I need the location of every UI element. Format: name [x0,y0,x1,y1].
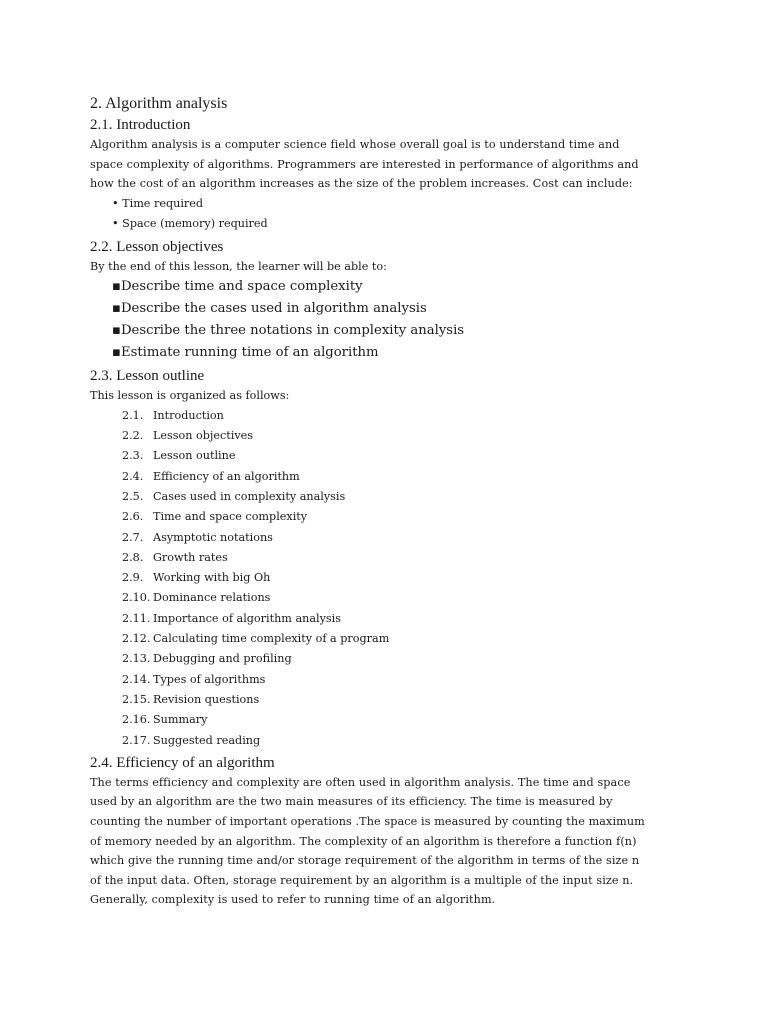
section-heading-efficiency: 2.4. Efficiency of an algorithm [90,754,275,771]
section-introduction [90,115,650,235]
list-item: 2.7. Asymptotic notations [122,530,273,544]
list-item: 2.14. Types of algorithms [122,672,266,686]
list-item: ▪Describe the three notations in complexity analysis [112,323,465,339]
section-outline [90,366,650,751]
list-item: 2.4. Efficiency of an algorithm [122,469,300,483]
objectives-intro: By the end of this lesson, the learner will be able to: [90,259,387,273]
list-item: ▪Estimate running time of an algorithm [112,345,379,361]
cost-bullet-list [90,194,650,235]
list-item: • Space (memory) required [112,217,268,231]
list-item: 2.9. Working with big Oh [122,571,271,585]
efficiency-paragraph: The terms efficiency and complexity are often used in algorithm analysis. The time and space used by an algorithm are the two main measures of its efficiency. The time is measured by counting the number of important operations .The space is measured by counting the maximum of memory needed by an algorithm. The complexity of an algorithm is therefore a function f(n) which give the running time and/or storage requirement of the algorithm in terms of the size n of the input data. Often, storage requirement by an algorithm is a multiple of the input size n. Generally, complexity is used to refer to running time of an algorithm. [90,775,645,907]
list-item: 2.6. Time and space complexity [122,510,308,524]
list-item: 2.1. Introduction [122,408,224,422]
chapter-heading: 2. Algorithm analysis [90,95,228,112]
list-item: 2.2. Lesson objectives [122,429,254,443]
objectives-bullet-list [90,276,650,364]
section-objectives [90,237,650,365]
list-item: 2.3. Lesson outline [122,449,236,463]
list-item: 2.17. Suggested reading [122,733,261,747]
section-heading-introduction: 2.1. Introduction [90,117,191,133]
document-page [90,94,650,910]
section-efficiency [90,753,650,910]
list-item: ▪Describe the cases used in algorithm analysis [112,301,427,317]
list-item: 2.5. Cases used in complexity analysis [122,489,346,503]
list-item: 2.16. Summary [122,713,208,727]
list-item: 2.15. Revision questions [122,692,260,706]
list-item: 2.13. Debugging and profiling [122,652,292,666]
list-item: ▪Describe time and space complexity [112,279,363,295]
outline-list [90,406,650,751]
list-item: 2.8. Growth rates [122,550,228,564]
list-item: 2.12. Calculating time complexity of a program [122,632,390,646]
outline-intro: This lesson is organized as follows: [90,389,290,403]
section-heading-outline: 2.3. Lesson outline [90,368,205,385]
introduction-paragraph: Algorithm analysis is a computer science field whose overall goal is to understand time and space complexity of algorithms. Programmers are interested in performance of algorithms and how the cost of an algorithm increases as the size of the problem increases. Cost can include: [90,138,639,191]
list-item: • Time required [112,196,204,210]
list-item: 2.11. Importance of algorithm analysis [122,611,341,625]
list-item: 2.10. Dominance relations [122,591,271,605]
section-heading-objectives: 2.2. Lesson objectives [90,238,224,255]
